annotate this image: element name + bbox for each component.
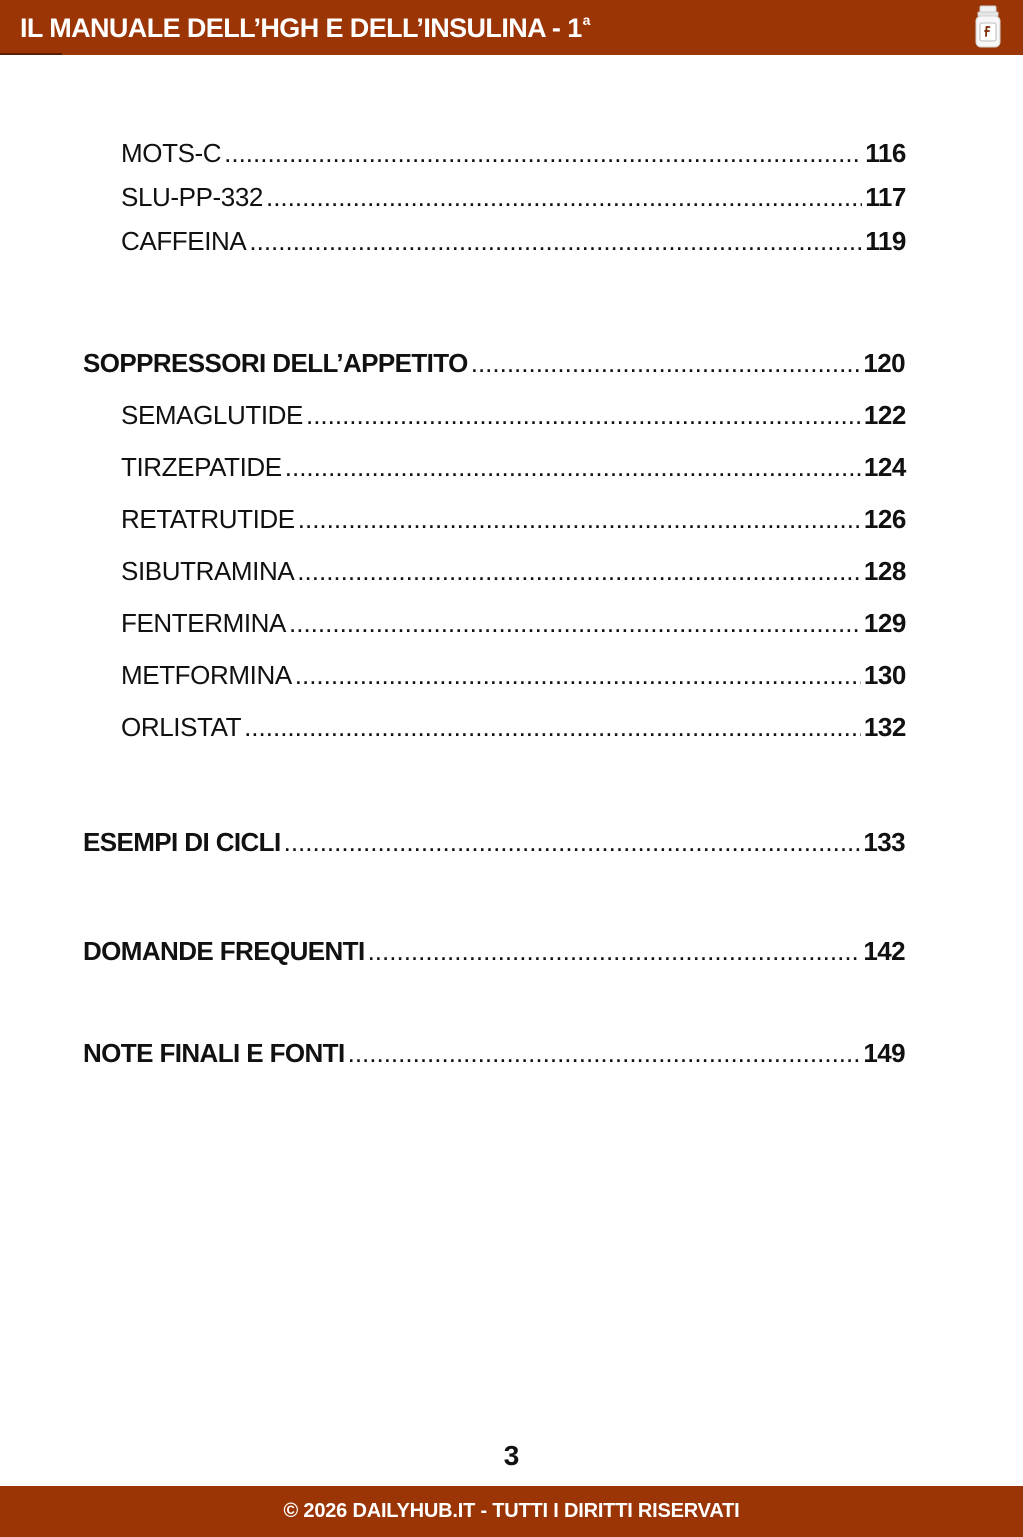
toc-section-note-finali-fonti[interactable] (83, 1038, 905, 1069)
document-title: IL MANUALE DELL’HGH E DELL’INSULINA - 1$^a$ (20, 12, 590, 43)
copyright-notice: © 2026 DAILYHUB.IT - TUTTI I DIRITTI RISERVATI (283, 1500, 740, 1522)
toc-section-domande-frequenti[interactable] (83, 936, 905, 967)
dot-leader (285, 452, 861, 483)
toc-entry-label: CAFFEINA (121, 226, 247, 256)
toc-entry-page: 122 (863, 400, 906, 430)
toc-section-label: SOPPRESSORI DELL’APPETITO (83, 348, 468, 378)
toc-entry-label: FENTERMINA (121, 608, 287, 638)
toc-entry-orlistat[interactable] (121, 712, 906, 743)
toc-entry-mots-c[interactable] (121, 138, 906, 169)
dot-leader (249, 226, 862, 257)
toc-entry-label: RETATRUTIDE (121, 504, 295, 534)
toc-entry-page: 119 (865, 226, 906, 256)
toc-section-label: ESEMPI DI CICLI (83, 827, 281, 857)
toc-entry-label: METFORMINA (121, 660, 292, 690)
toc-entry-retatrutide[interactable] (121, 504, 906, 535)
toc-entry-page: 116 (865, 138, 906, 168)
page-footer (0, 1486, 1023, 1537)
toc-entry-label: ORLISTAT (121, 712, 242, 742)
dot-leader (295, 660, 861, 691)
toc-entry-page: 132 (863, 712, 906, 742)
toc-section-page: 133 (863, 827, 905, 857)
toc-section-page: 142 (863, 936, 905, 966)
toc-section-soppressori-appetito[interactable] (83, 348, 905, 379)
dot-leader (297, 556, 861, 587)
toc-section-page: 149 (863, 1038, 905, 1068)
toc-entry-page: 124 (863, 452, 906, 482)
toc-entry-label: SEMAGLUTIDE (121, 400, 303, 430)
title-superscript: a (582, 12, 590, 28)
toc-entry-page: 129 (863, 608, 906, 638)
dot-leader (306, 400, 861, 431)
toc-entry-slu-pp-332[interactable] (121, 182, 906, 213)
toc-entry-sibutramina[interactable] (121, 556, 906, 587)
toc-entry-label: TIRZEPATIDE (121, 452, 282, 482)
page-number: 3 (503, 1440, 520, 1471)
toc-entry-page: 117 (865, 182, 906, 212)
dot-leader (298, 504, 861, 535)
toc-entry-label: MOTS-C (121, 138, 222, 168)
toc-entry-page: 130 (863, 660, 906, 690)
dot-leader (471, 348, 861, 379)
toc-entry-label: SLU-PP-332 (121, 182, 263, 212)
toc-section-label: NOTE FINALI E FONTI (83, 1038, 345, 1068)
dot-leader (348, 1038, 861, 1069)
dot-leader (289, 608, 861, 639)
dot-leader (244, 712, 861, 743)
toc-entry-caffeina[interactable] (121, 226, 906, 257)
toc-section-label: DOMANDE FREQUENTI (83, 936, 365, 966)
toc-entry-fentermina[interactable] (121, 608, 906, 639)
toc-entry-page: 126 (863, 504, 906, 534)
toc-section-esempi-cicli[interactable] (83, 827, 905, 858)
toc-entry-page: 128 (863, 556, 906, 586)
toc-entry-metformina[interactable] (121, 660, 906, 691)
dot-leader (284, 827, 861, 858)
toc-entry-semaglutide[interactable] (121, 400, 906, 431)
dot-leader (368, 936, 861, 967)
toc-section-page: 120 (863, 348, 905, 378)
dot-leader (266, 182, 862, 213)
toc-entry-label: SIBUTRAMINA (121, 556, 295, 586)
dot-leader (224, 138, 862, 169)
toc-entry-tirzepatide[interactable] (121, 452, 906, 483)
